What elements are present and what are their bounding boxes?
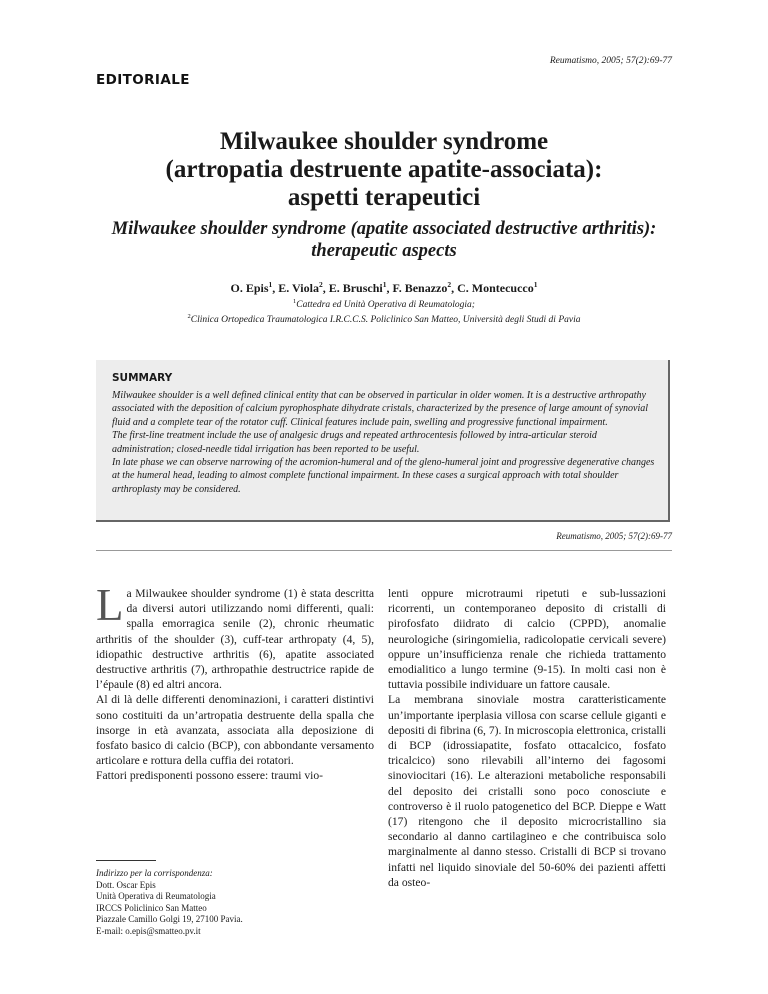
- summary-box: [96, 360, 670, 522]
- footnote-heading: Indirizzo per la corrispondenza:: [96, 868, 213, 878]
- body-paragraph: La membrana sinoviale mostra caratteristicamente un’importante iperplasia villosa con scarse cellule giganti e depositi di fibrina (6, 7). In microscopia elettronica, cristalli di BCP (idrossiapatite, fosfato ottacalcico, fosfato tricalcico) sono rilevabili all’interno dei fagosomi sinoviocitari (16). Le alterazioni metaboliche responsabili del deposito dei cristalli sono poco conosciute e controverso è il ruolo patogenetico del BCP. Dieppe e Watt (17) ritengono che il deposito microcristallino sia secondario al danno cartilagineo e che contribuisca solo marginalmente al danno stesso. Cristalli di BCP si trovano infatti nel liquido sinoviale del 50-60% dei pazienti affetti da osteo-: [388, 693, 666, 889]
- author-affiliation-mark: 2: [447, 280, 452, 289]
- subtitle-line: therapeutic aspects: [311, 241, 457, 261]
- author-list: O. Epis$^1$, E. Viola$^2$, E. Bruschi$^1$, F. Benazzo$^2$, C. Montecucco$^1$: [230, 280, 538, 295]
- author-affiliation-mark: 1: [382, 280, 387, 289]
- author-name: C. Montecucco: [457, 281, 534, 295]
- author-affiliation-mark: 1: [268, 280, 273, 289]
- summary-heading: SUMMARY: [112, 372, 173, 384]
- correspondence-footnote: [96, 868, 366, 937]
- author-name: E. Bruschi: [328, 281, 383, 295]
- section-divider: [96, 550, 672, 551]
- footnote-line: Piazzale Camillo Golgi 19, 27100 Pavia.: [96, 914, 243, 924]
- author-name: F. Benazzo: [392, 281, 448, 295]
- summary-paragraph: In late phase we can observe narrowing of the acromion-humeral and of the gleno-humeral joint and progressive degenerative changes at the humeral head, leading to almost complete functional impairment. In these cases a surgical approach with total shoulder arthroplasty may be considered.: [112, 457, 655, 495]
- summary-body: [112, 389, 656, 496]
- title-line: (artropatia destruente apatite-associata):: [165, 156, 603, 183]
- affiliation-text: Cattedra ed Unità Operativa di Reumatologia;: [296, 300, 475, 311]
- affiliation-line: [96, 296, 672, 311]
- footnote-email[interactable]: E-mail: o.epis@smatteo.pv.it: [96, 925, 201, 936]
- drop-cap: L: [96, 580, 124, 630]
- author-name: O. Epis: [230, 281, 269, 295]
- author-name: E. Viola: [278, 281, 319, 295]
- author-affiliation-mark: 2: [318, 280, 323, 289]
- footnote-line: Unità Operativa di Reumatologia: [96, 891, 216, 901]
- footnote-line: IRCCS Policlinico San Matteo: [96, 902, 207, 913]
- affiliation-text: Clinica Ortopedica Traumatologica I.R.C.C.S. Policlinico San Matteo, Università degli Studi di Pavia: [190, 315, 581, 326]
- footnote-line: Dott. Oscar Epis: [96, 879, 156, 890]
- journal-reference-footer: Reumatismo, 2005; 57(2):69-77: [556, 531, 672, 541]
- subtitle-line: Milwaukee shoulder syndrome (apatite associated destructive arthritis):: [111, 219, 657, 239]
- journal-reference-header: Reumatismo, 2005; 57(2):69-77: [549, 56, 672, 66]
- summary-paragraph: Milwaukee shoulder is a well defined clinical entity that can be observed in particular in older women. It is a destructive arthropathy associated with the deposition of calcium pyrophosphate dihydrate cristals, characterized by the presence of large amount of synovial fluid and a complete tear of the rotator cuff. Clinical features include pain, swelling and progressive functional impairment.: [112, 390, 649, 428]
- section-label: EDITORIALE: [96, 72, 190, 88]
- author-affiliation-mark: 1: [533, 280, 538, 289]
- body-paragraph: Al di là delle differenti denominazioni, i caratteri distintivi sono costituiti da un’artropatia destruente della spalla che insorge in età avanzata, associata alla deposizione di fosfato basico di calcio (BCP), con abbondante versamento articolare e rottura della cuffia dei rotatori.: [96, 693, 374, 768]
- affiliation-number: 2: [187, 313, 191, 321]
- summary-paragraph: The first-line treatment include the use of analgesic drugs and repeated arthrocentesis followed by intra-articular steroid administration; closed-needle tidal irrigation has been reported to be useful.: [112, 430, 597, 455]
- body-paragraph: lenti oppure microtraumi ripetuti e sub-lussazioni ricorrenti, un contemporaneo deposito di cristalli di pirofosfato diidrato di calcio (CPPD), anomalie neurologiche (siringomielia, radicolopatie cervicali severe) oppure un’insufficienza renale che richieda trattamento emodialitico a lungo termine (9-15). In molti casi non è tuttavia possibile individuare un fattore causale.: [388, 587, 666, 692]
- affiliations: [96, 296, 672, 326]
- article-title: [96, 128, 672, 212]
- affiliation-number: 1: [293, 298, 297, 305]
- article-subtitle: [96, 218, 672, 262]
- footnote-divider: [96, 860, 156, 861]
- title-line: Milwaukee shoulder syndrome: [219, 128, 549, 155]
- body-paragraph: Fattori predisponenti possono essere: traumi vio-: [96, 769, 324, 783]
- body-paragraph: [96, 580, 374, 692]
- title-line: aspetti terapeutici: [287, 184, 481, 211]
- body-column-right: [388, 586, 666, 890]
- body-column-left: [96, 580, 374, 784]
- affiliation-line: [96, 311, 672, 326]
- paragraph-text: a Milwaukee shoulder syndrome (1) è stata descritta da diversi autori utilizzando nomi differenti, quali: spalla emorragica senile (2), chronic rheumatic arthritis of the shoulder (3), cuff-tear arthropaty (4, 5), idiopathic destructive arthritis (6), apatite associated destructive arthritis (7), arthropathie destructrice rapide de l’épaule (8) ed altri ancora.: [96, 587, 374, 692]
